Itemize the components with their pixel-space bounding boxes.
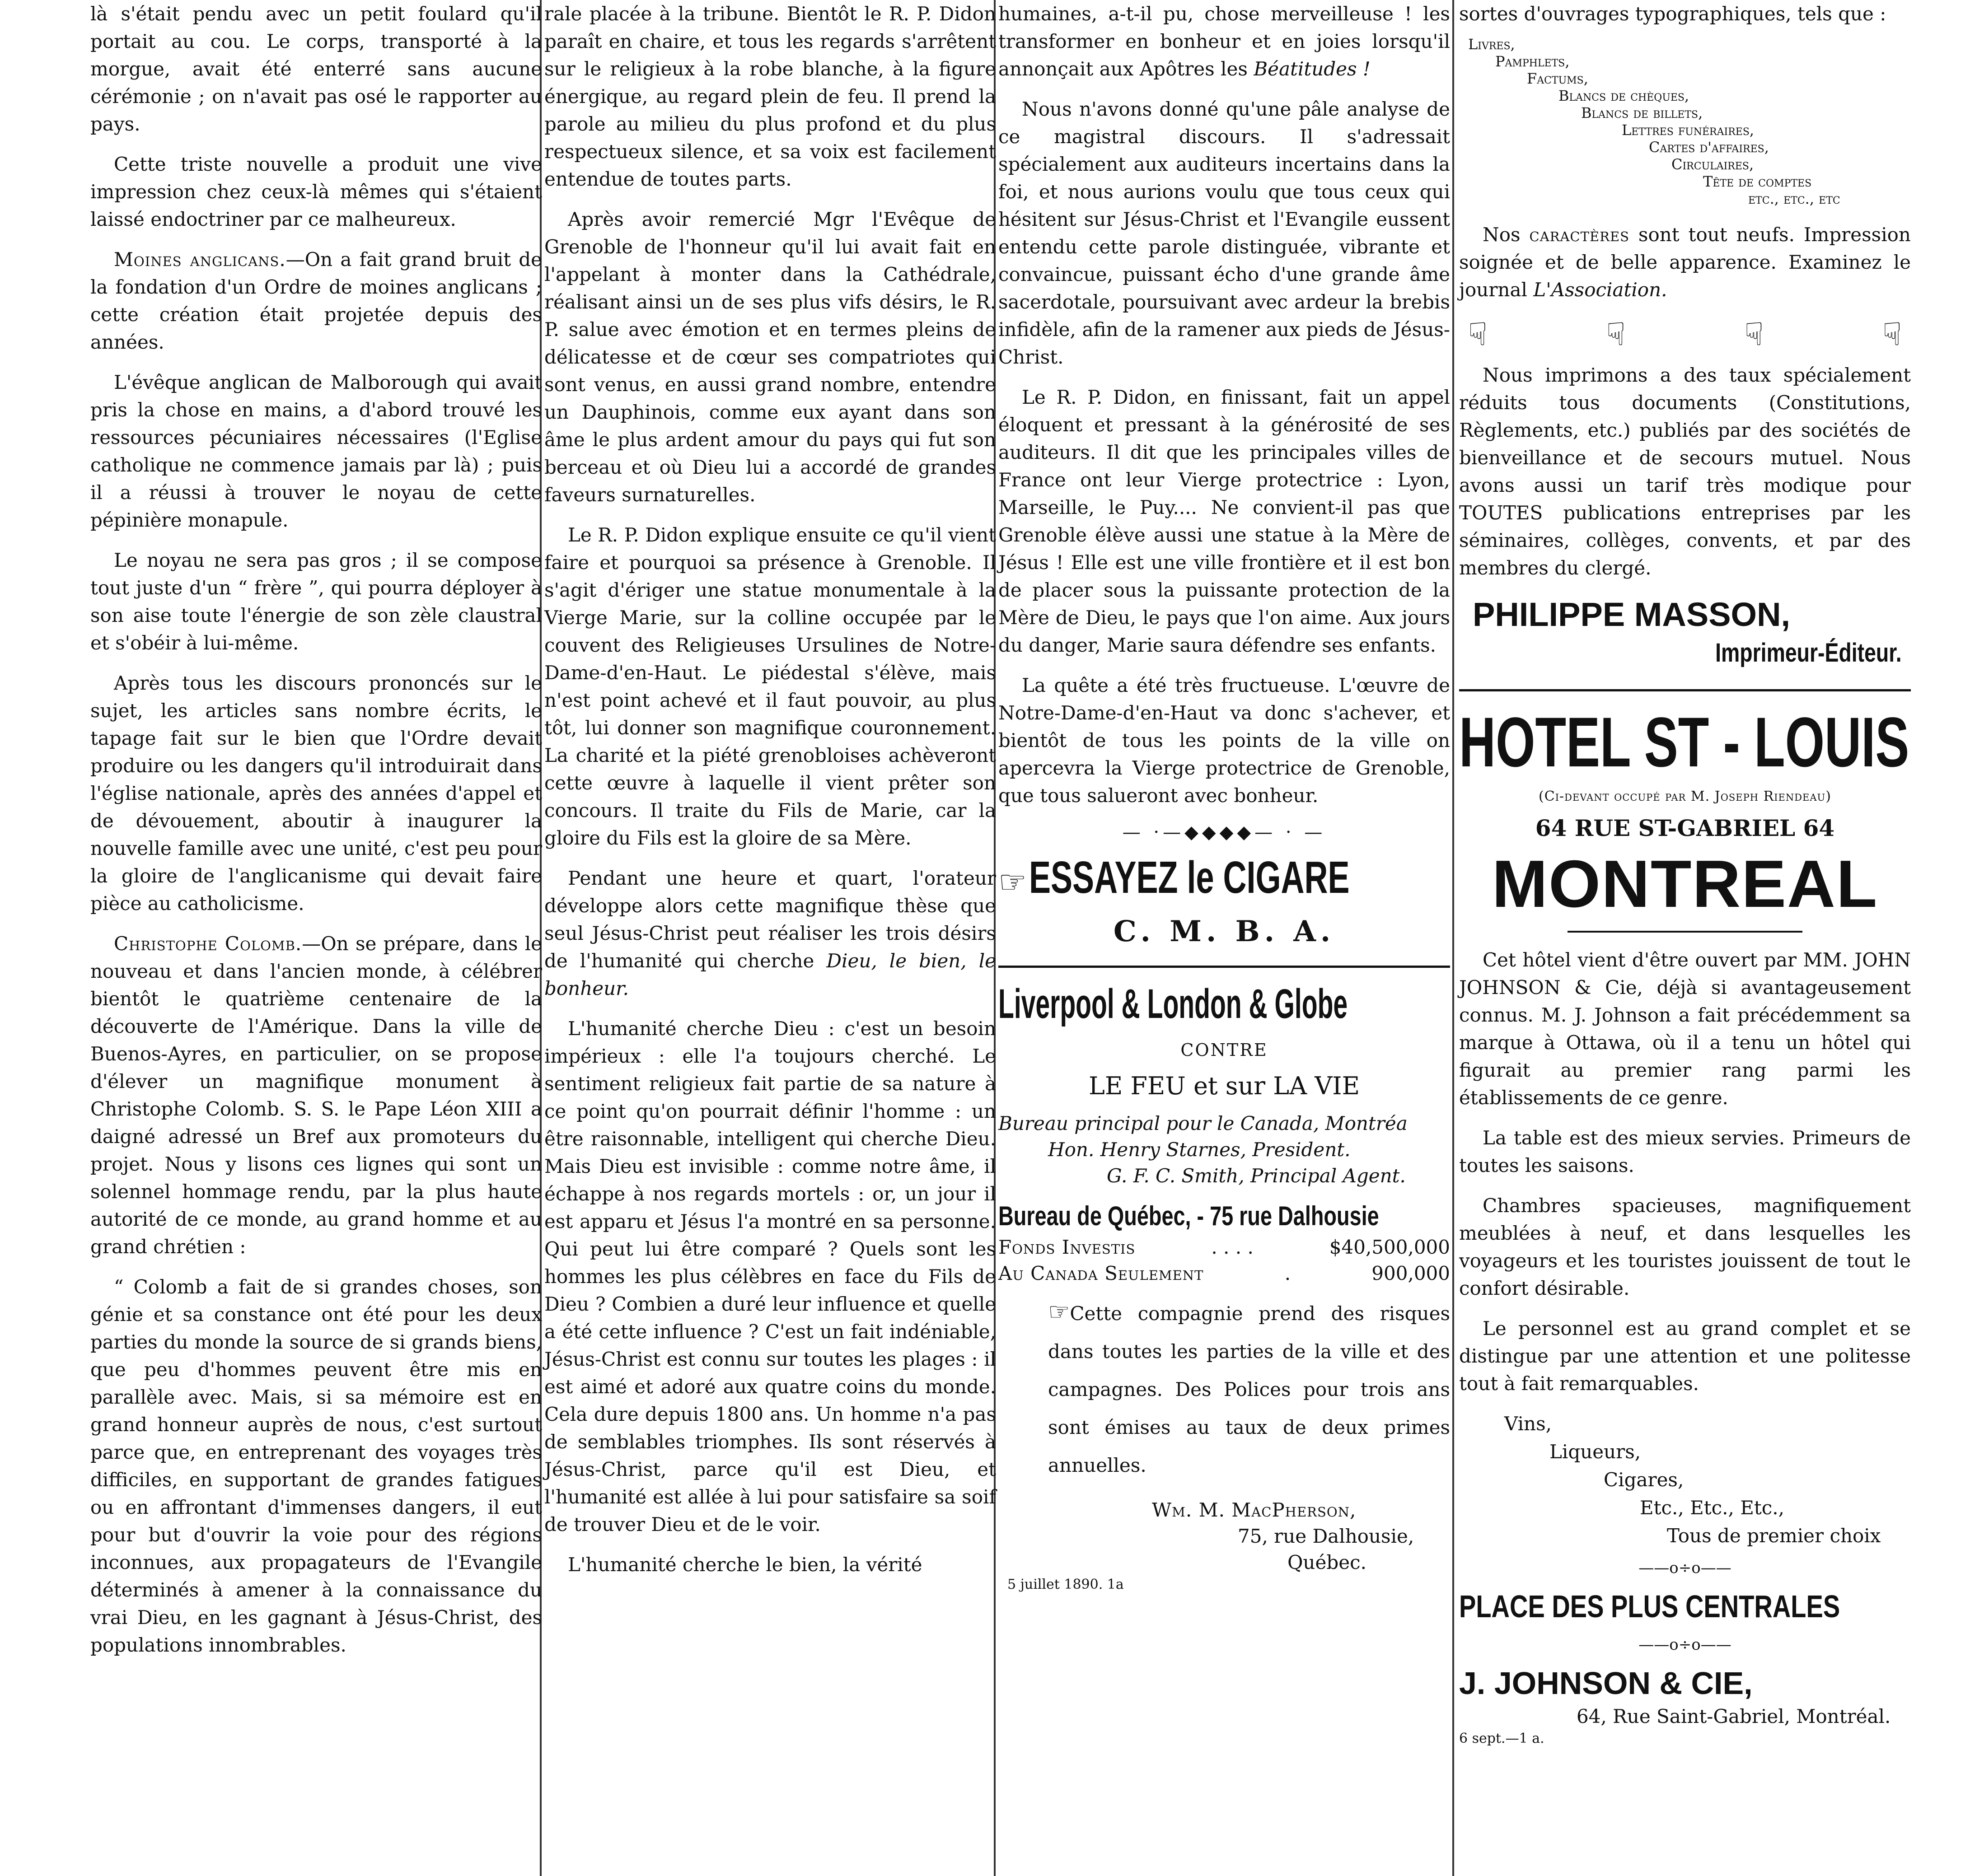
hotel-paragraph: Chambres spacieuses, magnifiquement meublées à neuf, et dans lesquelles les voyageurs et les touristes jouissent de tout le confort désirable.	[1459, 1195, 1911, 1299]
list-item: Pamphlets,	[1495, 53, 1570, 70]
list-item: Etc., Etc., Etc.,	[1640, 1497, 1784, 1519]
list-item: Factums,	[1527, 70, 1588, 87]
list-item: Tête de comptes	[1703, 173, 1812, 190]
ad-intro: sortes d'ouvrages typographiques, tels que :	[1459, 3, 1886, 25]
ad-headline: ESSAYEZ le CIGARE	[1029, 852, 1350, 903]
ad-text: Bureau principal pour le Canada, Montréa	[998, 1112, 1408, 1134]
ad-text: G. F. C. Smith, Principal Agent.	[1107, 1165, 1406, 1187]
list-item: Livres,	[1468, 36, 1515, 53]
ad-paragraph	[1459, 221, 1911, 303]
article-paragraph: rale placée à la tribune. Bientôt le R. P. Didon paraît en chaire, et tous les regards s'arrêtent sur le religieux à la robe blanche, à la figure énergique, au regard plein de feu. Il prend la parole au milieu du plus profond et du plus respectueux silence, et sa voix est facilement entendue de toutes parts.	[544, 3, 996, 190]
hotel-paragraph: La table est des mieux servies. Primeurs de toutes les saisons.	[1459, 1127, 1911, 1176]
ad-text: LE FEU et sur LA VIE	[1088, 1072, 1360, 1100]
article-paragraph: L'humanité cherche le bien, la vérité	[568, 1554, 922, 1576]
italic-text: L'Association.	[1533, 279, 1667, 301]
article-paragraph	[998, 0, 1450, 83]
column-2	[544, 0, 996, 1876]
ad-text	[998, 1295, 1450, 1484]
ad-signature: 75, rue Dalhousie,	[1238, 1525, 1414, 1547]
pointing-hand-icon: ☟	[1606, 316, 1626, 353]
ad-row	[998, 1260, 1450, 1287]
ad-body: Cette compagnie prend des risques dans toutes les parties de la ville et des campagnes. Des Polices pour trois ans sont émises au taux de deux primes annuelles.	[1048, 1302, 1450, 1476]
list-item: Lettres funéraires,	[1622, 121, 1755, 139]
article-paragraph	[544, 864, 996, 1002]
article-paragraph: La quête a été très fructueuse. L'œuvre de Notre-Dame-d'en-Haut va donc s'achever, et bientôt de tous les points de la ville on apercevra la Vierge protectrice de Grenoble, que tous salueront avec bonheur.	[998, 674, 1450, 807]
ad-row	[998, 1234, 1450, 1260]
article-text: humaines, a-t-il pu, chose merveilleuse ! les transformer en bonheur et en joies lorsqu'il annonçait aux Apôtres les	[998, 3, 1450, 80]
pointing-hand-icon: ☞	[998, 863, 1027, 901]
list-item: Blancs de billets,	[1581, 104, 1703, 121]
ad-dots: .	[1284, 1262, 1291, 1284]
list-item: Cigares,	[1604, 1469, 1684, 1491]
insurance-advertisement	[998, 980, 1450, 1594]
article-paragraph: Le R. P. Didon explique ensuite ce qu'il vient faire et pourquoi sa présence à Grenoble. Il s'agit d'ériger une statue monumentale à la Vierge Marie, sur la colline occupée par le couvent des Religieuses Ursulines de Notre-Dame-d'en-Haut. Le piédestal s'élève, mais n'est point achevé et il faut pouvoir, au plus tôt, lui donner son magnifique couronnement. La charité et la piété grenobloises achèveront cette œuvre à laquelle il vient prêter son concours. Il traite du Fils de Marie, car la gloire du Fils est la gloire de sa Mère.	[544, 524, 996, 849]
ad-label: Au Canada Seulement	[998, 1262, 1204, 1284]
article-text: —On se prépare, dans le nouveau et dans l'ancien monde, à célébrer bientôt le quatrième centenaire de la découverte de l'Amérique. Dans la ville de Buenos-Ayres, en particulier, on se propose d'élever un magnifique monument à Christophe Colomb. S. S. le Pape Léon XIII a daigné adressé un Bref aux promoteurs du projet. Nous y lisons ces lignes qui sont un solennel hommage rendu, par la plus haute autorité de ce monde, au grand homme et au grand chrétien :	[90, 933, 542, 1258]
ad-text: caractères	[1529, 224, 1629, 246]
ad-value: 900,000	[1371, 1262, 1450, 1284]
pointing-hand-icon: ☟	[1468, 316, 1488, 353]
ad-headline: Liverpool & London & Globe	[998, 981, 1348, 1027]
list-item: Tous de premier choix	[1667, 1525, 1881, 1547]
article-text: —On a fait grand bruit de la fondation d'un Ordre de moines anglicans ; cette création était projetée depuis des années.	[90, 248, 542, 353]
column-rule	[1452, 0, 1454, 1876]
cigar-advertisement	[998, 853, 1450, 952]
hotel-tagline: PLACE DES PLUS CENTRALES	[1459, 1589, 1840, 1624]
pointing-hand-icon: ☟	[1744, 316, 1764, 353]
ad-date: 6 sept.—1 a.	[1459, 1731, 1544, 1746]
proprietor-name: J. JOHNSON & CIE,	[1459, 1666, 1753, 1701]
ad-text: Nos	[1483, 224, 1521, 246]
ad-paragraph: Nous imprimons a des taux spécialement réduits tous documents (Constitutions, Règlements, etc.) publiés par des sociétés de bienveillance et de secours mutuel. Nous avons aussi un tarif très modique pour TOUTES publications entreprises par les séminaires, collèges, convents, et par des membres du clergé.	[1459, 364, 1911, 579]
ad-value: $40,500,000	[1329, 1236, 1450, 1258]
section-heading: Moines anglicans.	[114, 248, 286, 271]
hotel-subtitle: (Ci-devant occupé par M. Joseph Riendeau)	[1539, 789, 1831, 804]
article-paragraph: Cette triste nouvelle a produit une vive impression chez ceux-là mêmes qui s'étaient laissé endoctriner par ce malheureux.	[90, 153, 542, 230]
article-paragraph: Nous n'avons donné qu'une pâle analyse de ce magistral discours. Il s'adressait spécialement aux auditeurs incertains dans la foi, et nous aurions voulu que tous ceux qui hésitent sur Jésus-Christ et l'Evangile eussent entendu cette parole distinguée, vibrante et convaincue, puissant écho d'une grande âme sacerdotale, poursuivant avec ardeur la brebis infidèle, afin de la ramener aux pieds de Jésus-Christ.	[998, 98, 1450, 368]
column-3	[998, 0, 1450, 1876]
list-item: etc., etc., etc	[1748, 190, 1840, 207]
divider	[998, 966, 1450, 968]
ad-subheadline: C. M. B. A.	[1113, 915, 1335, 948]
column-1	[90, 0, 542, 1876]
list-item: Blancs de chèques,	[1558, 87, 1689, 104]
italic-text: Béatitudes !	[1254, 58, 1371, 80]
article-paragraph: L'évêque anglican de Malborough qui avait pris la chose en mains, a d'abord trouvé les ressources pécuniaires nécessaires (l'Eglise catholique ne commence jamais par là) ; puis il a réussi à trouver le noyau de cette pépinière monapule.	[90, 371, 542, 531]
ad-label: Fonds Investis	[998, 1236, 1136, 1258]
pointing-hand-icon: ☟	[1882, 316, 1902, 353]
article-paragraph: là s'était pendu avec un petit foulard qu'il portait au cou. Le corps, transporté à la morgue, avait été enterré sans aucune cérémonie ; on n'avait pas osé le rapporter au pays.	[90, 3, 542, 135]
ad-text: Bureau de Québec, - 75 rue Dalhousie	[998, 1201, 1379, 1231]
publisher-title-row	[1459, 635, 1911, 671]
ad-text: sont tout neufs. Impression soignée et de belle apparence. Examinez le journal	[1459, 224, 1911, 301]
hotel-paragraph: Cet hôtel vient d'être ouvert par MM. JOHN JOHNSON & Cie, déjà si avantageusement connus. M. J. Johnson a fait précédemment sa marque à Ottawa, où il a tenu un hôtel qui figurait au premier rang parmi les établissements de ce genre.	[1459, 949, 1911, 1109]
article-paragraph: Le R. P. Didon, en finissant, fait un appel éloquent et pressant à la générosité de ses auditeurs. Il dit que les principales villes de France ont leur Vierge protectrice : Lyon, Marseille, le Puy.... Ne convient-il pas que Grenoble élève aussi une statue à la Mère de Jésus ! Elle est une ville frontière et il est bon de placer sous la puissante protection de la Mère de Dieu, le pays que l'on aime. Aux jours du danger, Marie saura défendre ses enfants.	[998, 386, 1450, 656]
divider	[1568, 931, 1802, 933]
quotation-paragraph: “ Colomb a fait de si grandes choses, son génie et sa constance ont été pour les deux parties du monde la source de si grands biens, que peu d'hommes peuvent être mis en parallèle avec. Mais, si sa mémoire est en grand honneur auprès de nous, c'est surtout parce que, en entreprenant des voyages très difficiles, en supportant de grandes fatigues ou en affrontant d'immenses dangers, il eut pour but d'ouvrir la voie pour des régions inconnues, aux propagateurs de l'Evangile déterminés à amener à la connaissance du vrai Dieu, en les gagnant à Jésus-Christ, des populations innombrables.	[90, 1276, 542, 1656]
article-paragraph: Le noyau ne sera pas gros ; il se compose tout juste d'un “ frère ”, qui pourra déployer à son aise toute l'énergie de son zèle claustral et s'obéir à lui-même.	[90, 549, 542, 654]
offer-list	[1459, 1410, 1911, 1550]
publisher-title: Imprimeur-Éditeur.	[1715, 638, 1902, 667]
divider	[1459, 689, 1911, 691]
ad-signature: Québec.	[1287, 1551, 1366, 1573]
proprietor-address: 64, Rue Saint-Gabriel, Montréal.	[1577, 1705, 1891, 1727]
pointing-hand-icon: ☞	[1048, 1297, 1070, 1326]
ad-text: CONTRE	[1180, 1040, 1268, 1060]
hotel-name: HOTEL ST - LOUIS	[1459, 703, 1909, 782]
italic-text: Dieu, le bien, le bonheur.	[544, 950, 996, 999]
service-list	[1459, 36, 1911, 207]
list-item: Circulaires,	[1671, 156, 1754, 173]
ornament-divider: — ·—◆◆◆◆— · —	[1122, 822, 1326, 843]
article-paragraph	[90, 930, 542, 1260]
ornament-divider: ——o÷o——	[1638, 1636, 1731, 1654]
ad-date: 5 juillet 1890. 1a	[1007, 1577, 1124, 1592]
ad-dots: . . . .	[1211, 1236, 1254, 1258]
list-item: Vins,	[1504, 1413, 1552, 1435]
article-text: Pendant une heure et quart, l'orateur développe alors cette magnifique thèse que seul Jésus-Christ peut réaliser les trois désirs de l'humanité qui cherche	[544, 867, 996, 972]
article-paragraph: L'humanité cherche Dieu : c'est un besoin impérieux : elle l'a toujours cherché. Le sentiment religieux fait partie de sa nature à ce point qu'on pourrait définir l'homme : un être raisonnable, intelligent qui cherche Dieu. Mais Dieu est invisible : comme notre âme, il échappe à nos regards mortels : or, un jour il est apparu et Jésus l'a montré en sa personne. Qui peut lui être comparé ? Quels sont les hommes les plus célèbres en face du Fils de Dieu ? Combien a duré leur influence et quelle a été cette influence ? C'est un fait indéniable, Jésus-Christ est connu sur toutes les plages : il est aimé et adoré aux quatre coins du monde. Cela dure depuis 1800 ans. Un homme n'a pas de semblables triomphes. Ils sont réservés à Jésus-Christ, parce qu'il est Dieu, et l'humanité est allée à lui pour satisfaire sa soif de trouver Dieu et de le voir.	[544, 1017, 996, 1535]
article-paragraph: Après tous les discours prononcés sur le sujet, les articles sans nombre écrits, le tapage fait sur le bien que l'Ordre devait produire ou les dangers qu'il introduirait dans l'église nationale, après des années d'appel et de dévouement, aboutir à inaugurer la nouvelle famille avec une unité, c'est peu pour la gloire de l'anglicanisme qui devait faire pièce au catholicisme.	[90, 672, 542, 915]
hotel-city: MONTREAL	[1492, 847, 1878, 921]
ad-signature: Wm. M. MacPherson,	[1152, 1499, 1357, 1521]
hotel-paragraph: Le personnel est au grand complet et se distingue par une attention et une politesse tout à fait remarquables.	[1459, 1317, 1911, 1395]
publisher-name: PHILIPPE MASSON,	[1473, 596, 1791, 633]
hotel-address: 64 RUE ST-GABRIEL 64	[1535, 815, 1835, 841]
list-item: Cartes d'affaires,	[1649, 139, 1769, 156]
ad-text: Hon. Henry Starnes, President.	[1048, 1139, 1351, 1161]
section-heading: Christophe Colomb.	[114, 933, 302, 955]
list-item: Liqueurs,	[1549, 1441, 1641, 1463]
ornament-divider: ——o÷o——	[1638, 1559, 1731, 1577]
hotel-advertisement	[1459, 704, 1911, 1748]
article-paragraph	[90, 246, 542, 356]
hand-row	[1459, 316, 1911, 352]
article-paragraph: Après avoir remercié Mgr l'Evêque de Grenoble de l'honneur qu'il lui avait fait en l'appelant à monter dans la Cathédrale, réalisant ainsi un de ses plus vifs désirs, le R. P. salue avec émotion et en termes pleins de délicatesse et de cœur ses compatriotes qui sont venus, en aussi grand nombre, entendre un Dauphinois, comme eux ayant dans son âme le plus ardent amour du pays qui fut son berceau et où Dieu lui a accordé de grandes faveurs surnaturelles.	[544, 208, 996, 506]
column-4	[1459, 0, 1911, 1876]
